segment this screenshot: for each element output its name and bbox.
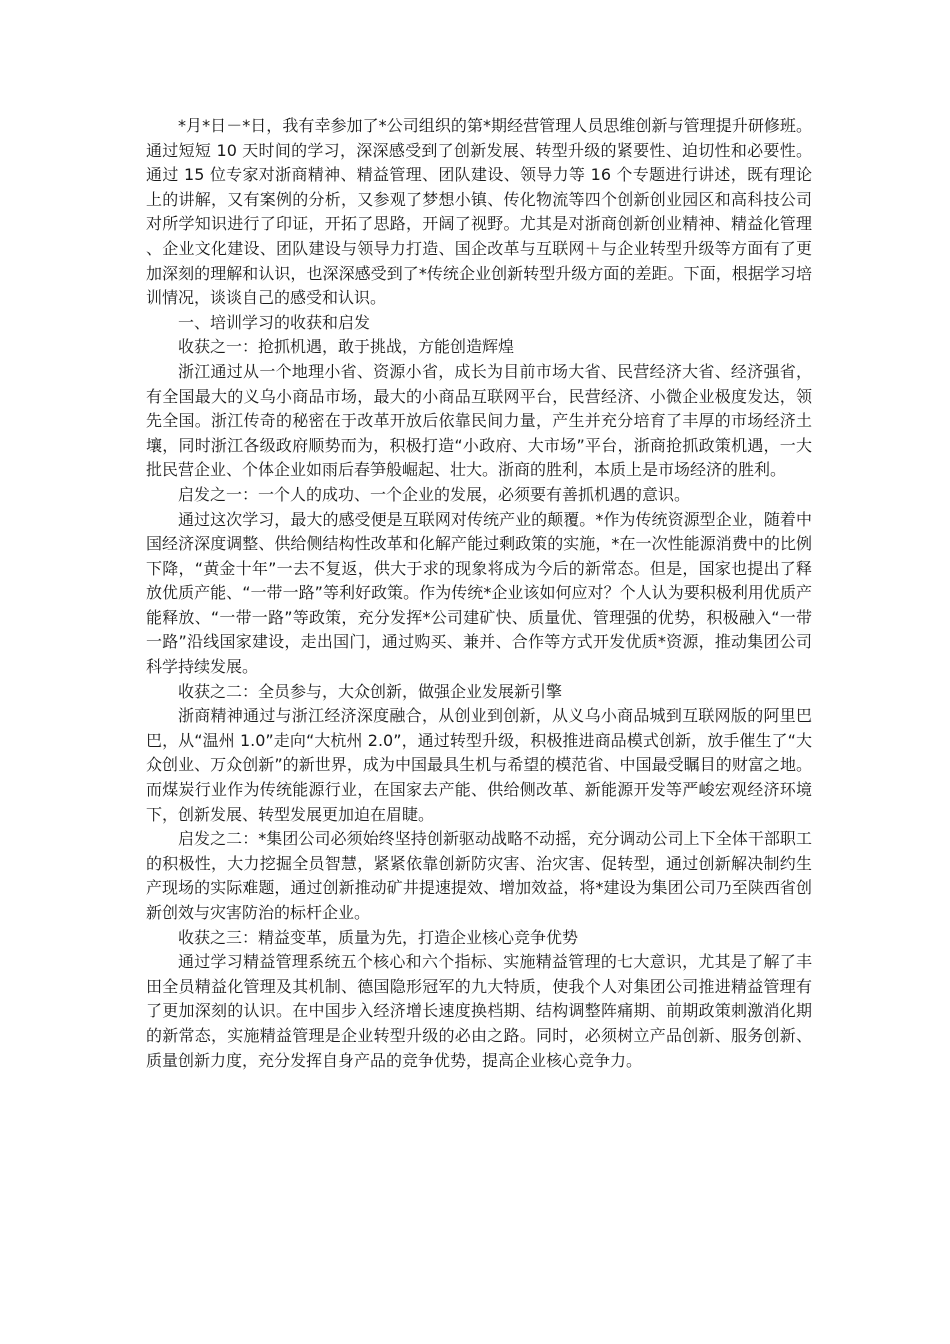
body-paragraph: 浙商精神通过与浙江经济深度融合，从创业到创新，从义乌小商品城到互联网版的阿里巴巴，从“温州 1.0”走向“大杭州 2.0”，通过转型升级，积极推进商品模式创新，放手催生了“大众创业、万众创新”的新世界，成为中国最具生机与希望的模范省、中国最受瞩目的财富之地。而煤炭行业作为传统能源行业，在国家去产能、供给侧改革、新能源开发等严峻宏观经济环境下，创新发展、转型发展更加迫在眉睫。 <box>146 706 812 824</box>
gain-heading-3: 收获之三：精益变革，质量为先，打造企业核心竞争优势 <box>178 927 579 947</box>
gain-heading-2: 收获之二：全员参与，大众创新，做强企业发展新引擎 <box>178 681 563 701</box>
intro-paragraph: *月*日－*日，我有幸参加了*公司组织的第*期经营管理人员思维创新与管理提升研修班。通过短短 10 天时间的学习，深深感受到了创新发展、转型升级的紧要性、迫切性和必要性。通过 15 位专家对浙商精神、精益管理、团队建设、领导力等 16 个专题进行讲述，既有理论上的讲解，又有案例的分析，又参观了梦想小镇、传化物流等四个创新创业园区和高科技公司对所学知识进行了印证，开拓了思路，开阔了视野。尤其是对浙商创新创业精神、精益化管理、企业文化建设、团队建设与领导力打造、国企改革与互联网＋与企业转型升级等方面有了更加深刻的理解和认识，也深深感受到了*传统企业创新转型升级方面的差距。下面，根据学习培训情况，谈谈自己的感受和认识。 <box>146 116 812 308</box>
gain-heading-1: 收获之一：抢抓机遇，敢于挑战，方能创造辉煌 <box>178 337 515 357</box>
document-body <box>146 114 812 1073</box>
body-paragraph: 通过学习精益管理系统五个核心和六个指标、实施精益管理的七大意识，尤其是了解了丰田全员精益化管理及其机制、德国隐形冠军的九大特质，使我个人对集团公司推进精益管理有了更加深刻的认识。在中国步入经济增长速度换档期、结构调整阵痛期、前期政策刺激消化期的新常态，实施精益管理是企业转型升级的必由之路。同时，必须树立产品创新、服务创新、质量创新力度，充分发挥自身产品的竞争优势，提高企业核心竞争力。 <box>146 952 812 1070</box>
body-paragraph: 浙江通过从一个地理小省、资源小省，成长为目前市场大省、民营经济大省、经济强省，有全国最大的义乌小商品市场，最大的小商品互联网平台，民营经济、小微企业极度发达，领先全国。浙江传奇的秘密在于改革开放后依靠民间力量，产生并充分培育了丰厚的市场经济土壤，同时浙江各级政府顺势而为，积极打造“小政府、大市场”平台，浙商抢抓政策机遇，一大批民营企业、个体企业如雨后春笋般崛起、壮大。浙商的胜利，本质上是市场经济的胜利。 <box>146 361 812 480</box>
body-paragraph: 通过这次学习，最大的感受便是互联网对传统产业的颠覆。*作为传统资源型企业，随着中国经济深度调整、供给侧结构性改革和化解产能过剩政策的实施，*在一次性能源消费中的比例下降，“黄金十年”一去不复返，供大于求的现象将成为今后的新常态。但是，国家也提出了释放优质产能、“一带一路”等利好政策。作为传统*企业该如何应对？个人认为要积极利用优质产能释放、“一带一路”等政策，充分发挥*公司建矿快、质量优、管理强的优势，积极融入“一带一路”沿线国家建设，走出国门，通过购买、兼并、合作等方式开发优质*资源，推动集团公司科学持续发展。 <box>146 509 812 677</box>
section-heading-1: 一、培训学习的收获和启发 <box>178 312 371 332</box>
insight-paragraph-2: 启发之二：*集团公司必须始终坚持创新驱动战略不动摇，充分调动公司上下全体干部职工的积极性，大力挖掘全员智慧，紧紧依靠创新防灾害、治灾害、促转型，通过创新解决制约生产现场的实际难题，通过创新推动矿井提速提效、增加效益，将*建设为集团公司乃至陕西省创新创效与灾害防治的标杆企业。 <box>146 829 812 922</box>
insight-heading-1: 启发之一：一个人的成功、一个企业的发展，必须要有善抓机遇的意识。 <box>178 484 691 504</box>
